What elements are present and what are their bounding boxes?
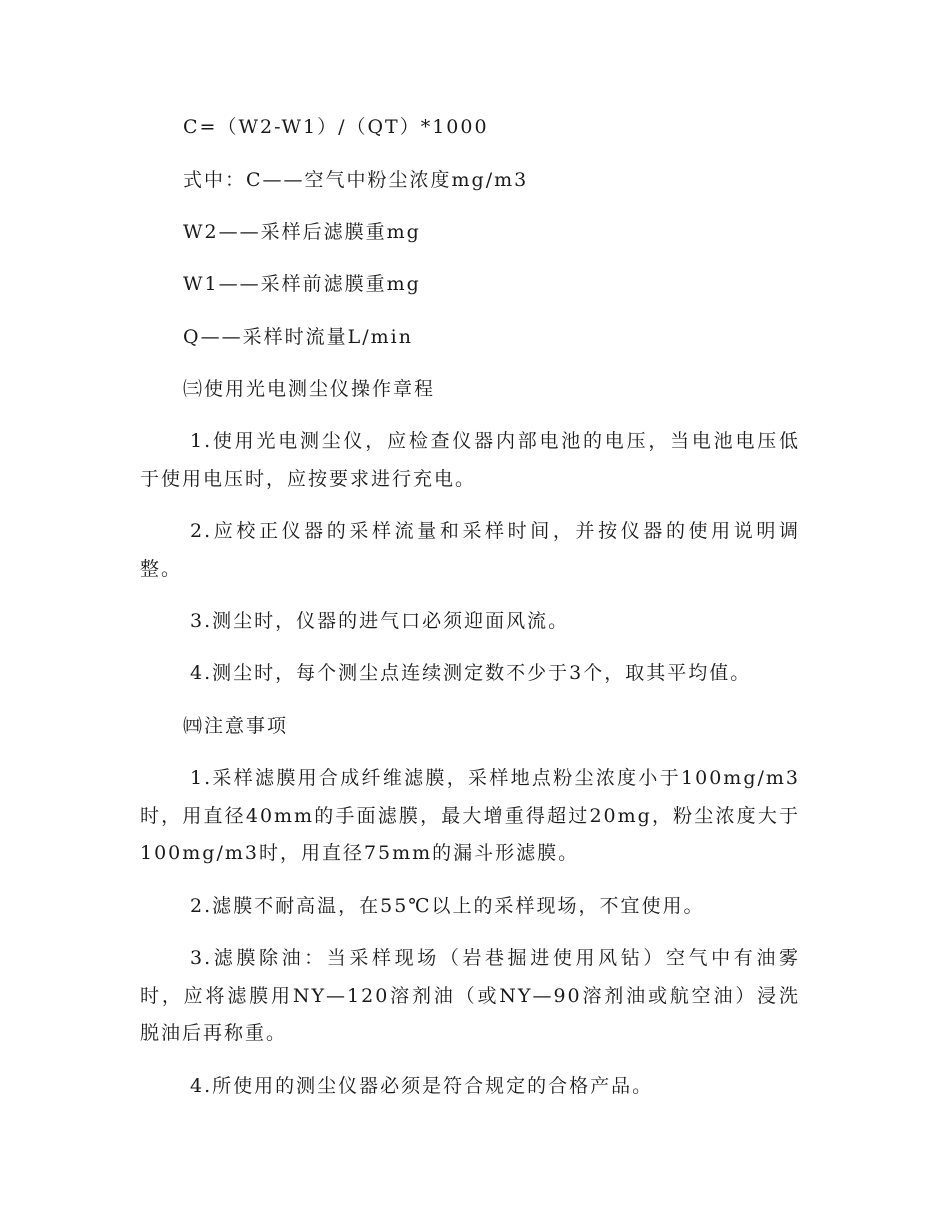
section-4-item-4: 4.所使用的测尘仪器必须是符合规定的合格产品。 — [190, 1075, 654, 1097]
formula-equation: C=（W2-W1）/（QT）*1000 — [183, 116, 489, 138]
section-4-item-1: 1.采样滤膜用合成纤维滤膜，采样地点粉尘浓度小于100mg/m3时，用直径40mm的手面滤膜，最大增重得超过20mg，粉尘浓度大于100mg/m3时，用直径75mm的漏斗形滤膜。 — [140, 767, 800, 864]
section-4-item-2: 2.滤膜不耐高温，在55℃以上的采样现场，不宜使用。 — [190, 895, 705, 917]
formula-definition-w1: W1——采样前滤膜重mg — [183, 273, 421, 295]
formula-definition-c: 式中：C——空气中粉尘浓度mg/m3 — [183, 169, 529, 191]
section-3-item-1: 1.使用光电测尘仪，应检查仪器内部电池的电压，当电池电压低于使用电压时，应按要求进行充电。 — [140, 430, 800, 490]
section-3-item-2: 2.应校正仪器的采样流量和采样时间，并按仪器的使用说明调整。 — [140, 520, 800, 580]
section-3-heading: ㈢使用光电测尘仪操作章程 — [183, 378, 436, 400]
formula-definition-q: Q——采样时流量L/min — [183, 326, 413, 348]
section-3-item-4: 4.测尘时，每个测尘点连续测定数不少于3个，取其平均值。 — [190, 662, 752, 684]
section-4-item-3: 3.滤膜除油：当采样现场（岩巷掘进使用风钻）空气中有油雾时，应将滤膜用NY—120溶剂油（或NY—90溶剂油或航空油）浸洗脱油后再称重。 — [140, 947, 800, 1044]
formula-definition-w2: W2——采样后滤膜重mg — [183, 221, 421, 243]
section-4-heading: ㈣注意事项 — [183, 715, 289, 737]
section-3-item-3: 3.测尘时，仪器的进气口必须迎面风流。 — [190, 610, 570, 632]
